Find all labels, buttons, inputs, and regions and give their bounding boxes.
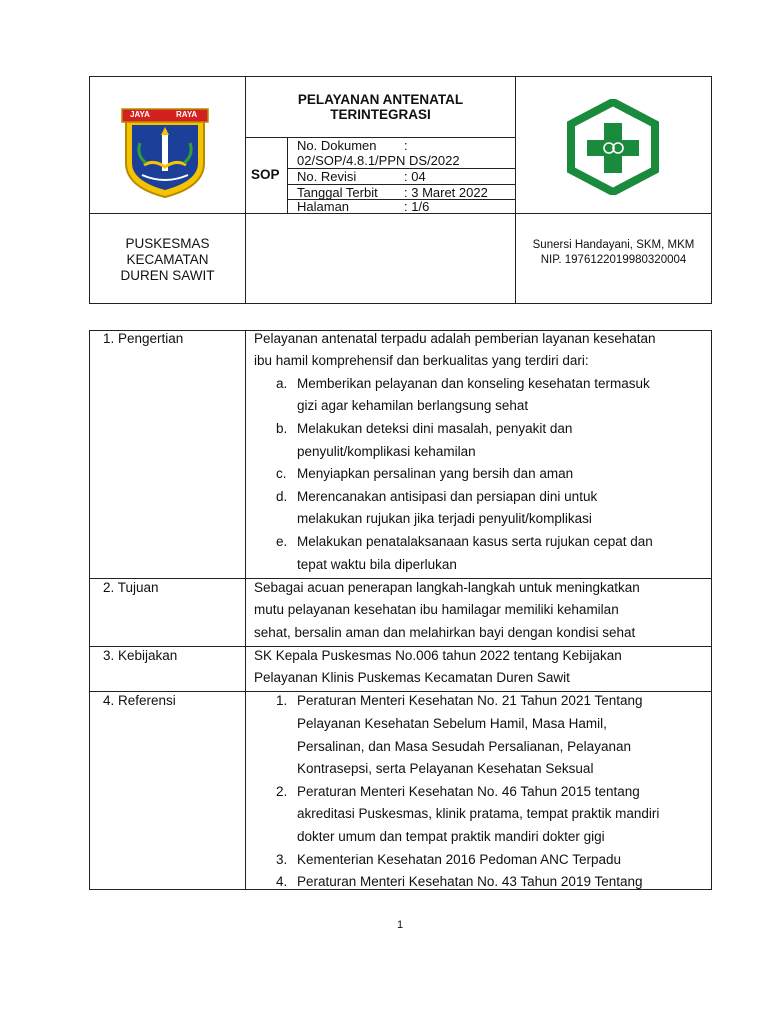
title-line-2: TERINTEGRASI: [330, 107, 431, 122]
page-number: 1: [397, 919, 404, 931]
s1-item-d-line-1: Merencanakan antisipasi dan persiapan dini untuk: [297, 489, 598, 504]
logo-text-raya: RAYA: [176, 110, 198, 119]
s1-item-e-line-2: tepat waktu bila diperlukan: [297, 557, 457, 572]
s1-item-c-marker: c.: [276, 466, 287, 481]
revisi-label: No. Revisi: [297, 169, 357, 184]
terbit-value: : 3 Maret 2022: [404, 185, 488, 200]
s4-item-3-line-1: Kementerian Kesehatan 2016 Pedoman ANC Terpadu: [297, 852, 621, 867]
doc-no-label: No. Dokumen: [297, 138, 377, 153]
s4-item-4-marker: 4.: [276, 874, 288, 889]
org-line-2: KECAMATAN: [126, 252, 209, 267]
section-3-label: 3. Kebijakan: [103, 648, 178, 663]
org-line-3: DUREN SAWIT: [120, 268, 215, 283]
terbit-label: Tanggal Terbit: [297, 185, 378, 200]
s1-item-d-marker: d.: [276, 489, 288, 504]
s1-item-d-line-2: melakukan rujukan jika terjadi penyulit/komplikasi: [297, 511, 592, 526]
signer-block: [516, 238, 711, 268]
s4-item-1-line-4: Kontrasepsi, serta Pelayanan Kesehatan Seksual: [297, 761, 594, 776]
s4-item-1-line-2: Pelayanan Kesehatan Sebelum Hamil, Masa Hamil,: [297, 716, 607, 731]
s1-intro-line-2: ibu hamil komprehensif dan berkualitas yang terdiri dari:: [254, 353, 589, 368]
dki-jakarta-logo: [120, 103, 210, 199]
s3-line-2: Pelayanan Klinis Puskemas Kecamatan Duren Sawit: [254, 670, 570, 685]
puskesmas-logo: [562, 99, 664, 195]
s1-item-b-line-1: Melakukan deteksi dini masalah, penyakit dan: [297, 421, 573, 436]
s1-item-b-marker: b.: [276, 421, 288, 436]
s4-item-2-line-3: dokter umum dan tempat praktik mandiri dokter gigi: [297, 829, 605, 844]
s1-item-a-line-1: Memberikan pelayanan dan konseling kesehatan termasuk: [297, 376, 650, 391]
section-1-label: 1. Pengertian: [103, 331, 184, 346]
s2-line-2: mutu pelayanan kesehatan ibu hamilagar memiliki kehamilan: [254, 602, 619, 617]
halaman-label: Halaman: [297, 199, 350, 214]
s4-item-1-line-1: Peraturan Menteri Kesehatan No. 21 Tahun 2021 Tentang: [297, 693, 643, 708]
s1-item-b-line-2: penyulit/komplikasi kehamilan: [297, 444, 476, 459]
sop-label: SOP: [251, 167, 280, 182]
org-name: [90, 236, 245, 284]
s4-item-1-marker: 1.: [276, 693, 288, 708]
s1-intro-line-1: Pelayanan antenatal terpadu adalah pemberian layanan kesehatan: [254, 331, 656, 346]
s4-item-2-marker: 2.: [276, 784, 288, 799]
doc-no-value: 02/SOP/4.8.1/PPN DS/2022: [297, 153, 460, 168]
s4-item-2-line-1: Peraturan Menteri Kesehatan No. 46 Tahun 2015 tentang: [297, 784, 640, 799]
s4-item-2-line-2: akreditasi Puskesmas, klinik pratama, tempat praktik mandiri: [297, 806, 660, 821]
s2-line-1: Sebagai acuan penerapan langkah-langkah untuk meningkatkan: [254, 580, 640, 595]
s3-line-1: SK Kepala Puskesmas No.006 tahun 2022 tentang Kebijakan: [254, 648, 622, 663]
s4-item-1-line-3: Persalinan, dan Masa Sesudah Persalianan, Pelayanan: [297, 739, 631, 754]
s1-item-e-marker: e.: [276, 534, 288, 549]
s1-item-a-line-2: gizi agar kehamilan berlangsung sehat: [297, 398, 529, 413]
org-line-1: PUSKESMAS: [125, 236, 210, 251]
section-4-label: 4. Referensi: [103, 693, 176, 708]
title-line-1: PELAYANAN ANTENATAL: [297, 92, 464, 107]
logo-text-jaya: JAYA: [130, 110, 150, 119]
s4-item-3-marker: 3.: [276, 852, 288, 867]
halaman-value: : 1/6: [404, 199, 430, 214]
s2-line-3: sehat, bersalin aman dan melahirkan bayi dengan kondisi sehat: [254, 625, 636, 640]
signer-nip: NIP. 1976122019980320004: [540, 254, 687, 266]
s1-item-e-line-1: Melakukan penatalaksanaan kasus serta rujukan cepat dan: [297, 534, 653, 549]
revisi-value: : 04: [404, 169, 426, 184]
page-title: [246, 92, 515, 122]
section-2-label: 2. Tujuan: [103, 580, 159, 595]
signer-name: Sunersi Handayani, SKM, MKM: [532, 239, 695, 251]
s1-item-a-marker: a.: [276, 376, 288, 391]
s1-item-c-line-1: Menyiapkan persalinan yang bersih dan aman: [297, 466, 574, 481]
doc-no-colon: :: [404, 138, 408, 153]
s4-item-4-line-1: Peraturan Menteri Kesehatan No. 43 Tahun 2019 Tentang: [297, 874, 643, 889]
